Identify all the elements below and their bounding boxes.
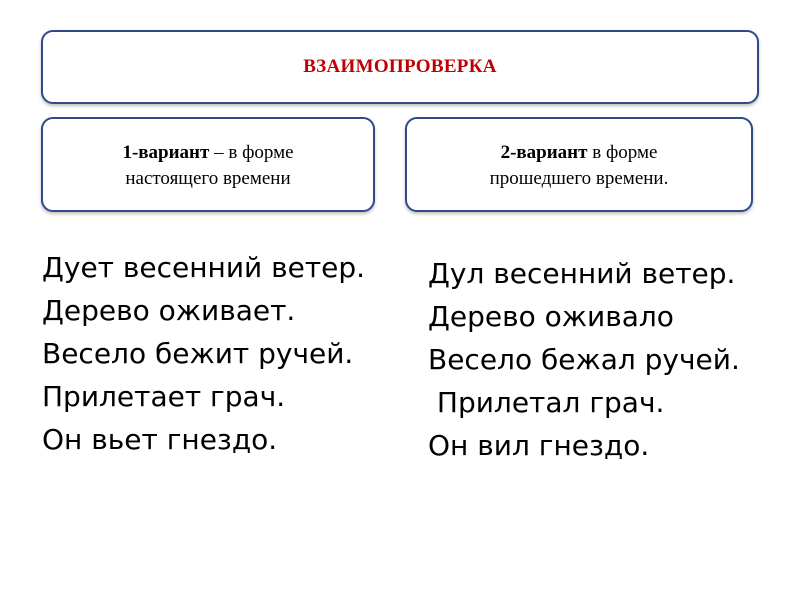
sentence: Весело бежал ручей. — [428, 343, 740, 376]
sentence: Дул весенний ветер. — [428, 257, 736, 290]
variant-2-label: 2-вариант — [500, 141, 588, 163]
title-box — [41, 30, 759, 104]
variant-1-line-1 — [122, 140, 293, 166]
slide-title: ВЗАИМОПРОВЕРКА — [303, 56, 497, 77]
variant-1-description: – в форме — [209, 141, 294, 163]
variant-2-line-2: прошедшего времени. — [489, 167, 669, 189]
variant-2-box — [405, 117, 753, 212]
past-tense-sentences — [428, 252, 740, 467]
sentence: Весело бежит ручей. — [42, 337, 354, 370]
variant-1-box — [41, 117, 375, 212]
sentence: Прилетает грач. — [42, 380, 286, 413]
present-tense-sentences — [42, 246, 365, 461]
variant-2-description: в форме — [587, 141, 658, 163]
sentence: Он вил гнездо. — [428, 429, 650, 462]
sentence: Он вьет гнездо. — [42, 423, 278, 456]
variant-2-line-1 — [501, 140, 658, 166]
variant-1-line-2: настоящего времени — [125, 167, 291, 189]
sentence: Дерево оживает. — [42, 294, 296, 327]
sentence: Дует весенний ветер. — [42, 251, 366, 284]
sentence: Прилетал грач. — [428, 386, 665, 419]
sentence: Дерево оживало — [428, 300, 674, 333]
variant-1-label: 1-вариант — [122, 141, 210, 163]
